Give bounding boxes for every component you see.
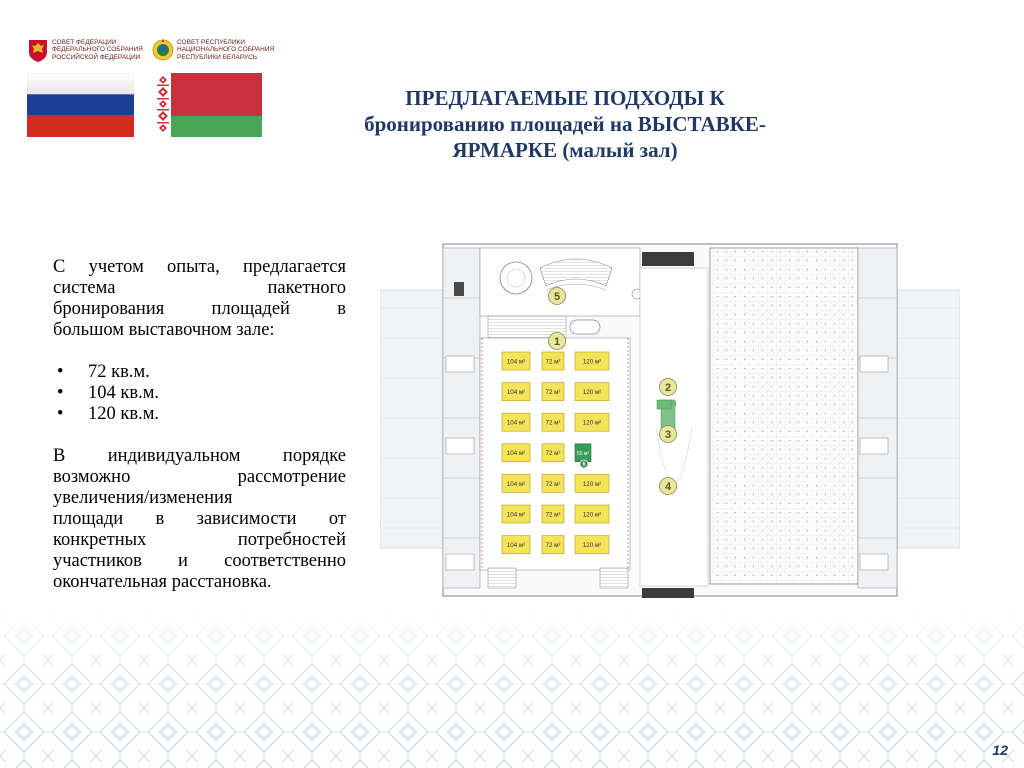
logo-federation-council <box>27 37 143 63</box>
body-text <box>53 257 346 593</box>
booth-label: 120 м² <box>582 542 602 549</box>
booth-label: 50 м² <box>576 451 590 458</box>
booth-label: 120 м² <box>582 480 602 488</box>
note-line: окончательная расстановка. <box>53 572 272 592</box>
logo-ru-text: СОВЕТ ФЕДЕРАЦИИ ФЕДЕРАЛЬНОГО СОБРАНИЯ РОССИЙСКОЙ ФЕДЕРАЦИИ <box>52 38 143 61</box>
page-number: 12 <box>992 742 1008 758</box>
booth-label: 120 м² <box>582 419 602 427</box>
note-line: участников и соответственно <box>53 551 346 571</box>
logo-council-of-republic <box>152 37 274 63</box>
booth-label: 72 м² <box>545 511 561 519</box>
russian-eagle-emblem-icon <box>27 37 49 63</box>
zone-marker-label: 3 <box>664 429 672 441</box>
intro-line: большом выставочном зале: <box>53 320 275 340</box>
zone-marker-label: 6 <box>582 462 586 469</box>
booth-label: 72 м² <box>545 358 561 366</box>
slide-title <box>300 85 830 163</box>
booth-label: 72 м² <box>545 450 561 458</box>
note-line: увеличения/изменения <box>53 488 233 508</box>
booth-label: 104 м² <box>506 450 526 458</box>
booth-label: 72 м² <box>545 542 561 549</box>
title-line-2: бронированию площадей на ВЫСТАВКЕ- <box>364 112 766 136</box>
booth-label: 72 м² <box>545 419 561 427</box>
note-line: В индивидуальном порядке <box>53 446 346 466</box>
russian-flag <box>27 73 134 137</box>
bullet-dot-icon: • <box>57 362 64 382</box>
booth-label: 120 м² <box>582 389 602 396</box>
booth-label: 104 м² <box>506 480 526 488</box>
folk-ornament-pattern <box>0 612 1024 768</box>
bullet-item: • 72 кв.м. <box>53 362 346 383</box>
note-line: конкретных потребностей <box>53 530 346 550</box>
note-line: площади в зависимости от <box>53 509 346 529</box>
floor-plan <box>380 238 960 600</box>
bullet-dot-icon: • <box>57 404 64 424</box>
zone-marker-label: 1 <box>553 336 561 348</box>
bullet-dot-icon: • <box>57 383 64 403</box>
title-line-3: ЯРМАРКЕ (малый зал) <box>452 138 678 162</box>
intro-line: система пакетного <box>53 278 346 298</box>
booth-label: 104 м² <box>506 389 526 396</box>
bullet-item: • 104 кв.м. <box>53 383 346 404</box>
intro-line: бронирования площадей в <box>53 299 346 319</box>
zone-marker-label: 2 <box>664 382 672 394</box>
title-line-1: ПРЕДЛАГАЕМЫЕ ПОДХОДЫ К <box>405 86 725 110</box>
booth-label: 104 м² <box>506 511 526 519</box>
logo-by-text: СОВЕТ РЕСПУБЛИКИ НАЦИОНАЛЬНОГО СОБРАНИЯ РЕСПУБЛИКИ БЕЛАРУСЬ <box>177 38 275 61</box>
intro-line: С учетом опыта, предлагается <box>53 257 346 277</box>
note-line: возможно рассмотрение <box>53 467 346 487</box>
booth-label: 104 м² <box>506 358 526 366</box>
belarus-emblem-icon <box>152 37 174 63</box>
belarus-flag <box>155 73 262 137</box>
zone-marker-label: 5 <box>553 291 561 303</box>
booth-label: 72 м² <box>545 480 561 488</box>
zone-marker-label: 4 <box>664 481 672 493</box>
booth-label: 104 м² <box>506 542 526 549</box>
booth-label: 120 м² <box>582 511 602 519</box>
booth-label: 72 м² <box>545 389 561 396</box>
bullet-item: • 120 кв.м. <box>53 404 346 425</box>
booth-label: 120 м² <box>582 358 602 366</box>
booth-label: 104 м² <box>506 419 526 427</box>
